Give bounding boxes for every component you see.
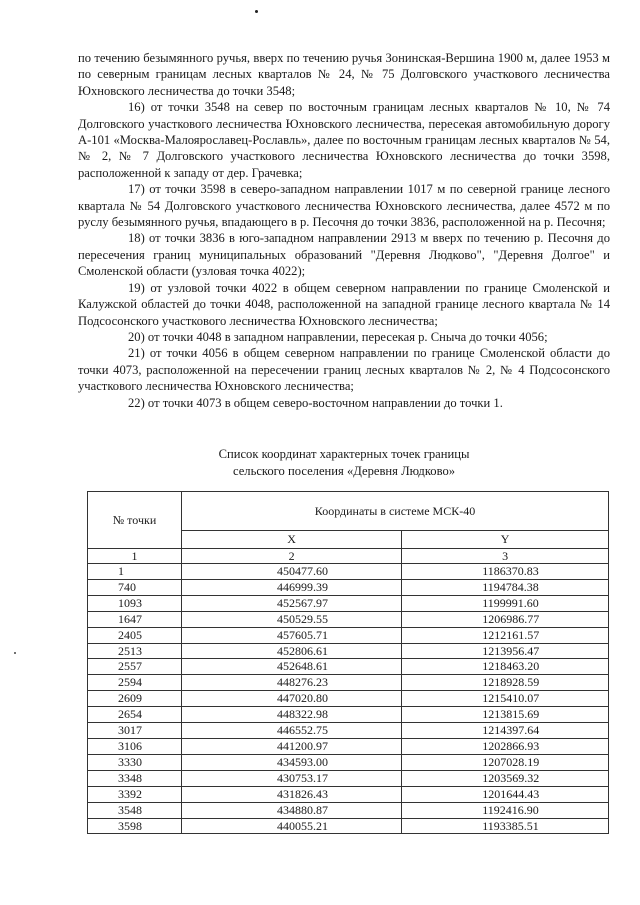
y-coordinate-cell: 1218463.20 — [402, 659, 609, 675]
paragraph: 20) от точки 4048 в западном направлении, пересекая р. Сныча до точки 4056; — [128, 329, 548, 344]
x-coordinate-cell: 448276.23 — [182, 675, 402, 691]
paragraph: по течению безымянного ручья, вверх по течению ручья Зонинская-Вершина 1900 м, далее 1953 м по северным границам лесных кварталов № 24, № 75 Долговского участкового лесничества Юхновского лесничества до точки 3548; — [78, 51, 610, 98]
point-number-cell: 1093 — [88, 595, 182, 611]
table-row — [88, 691, 609, 707]
x-coordinate-cell: 430753.17 — [182, 770, 402, 786]
x-coordinate-cell: 450529.55 — [182, 611, 402, 627]
table-row — [88, 738, 609, 754]
x-coordinate-cell: 452648.61 — [182, 659, 402, 675]
y-coordinate-cell: 1186370.83 — [402, 564, 609, 580]
point-number-cell: 2654 — [88, 707, 182, 723]
y-coordinate-cell: 1207028.19 — [402, 754, 609, 770]
table-row — [88, 818, 609, 834]
paragraph: 22) от точки 4073 в общем северо-восточном направлении до точки 1. — [128, 395, 503, 410]
point-number-cell: 2609 — [88, 691, 182, 707]
y-coordinate-cell: 1199991.60 — [402, 595, 609, 611]
table-row — [88, 659, 609, 675]
table-row — [88, 770, 609, 786]
y-coordinate-cell: 1201644.43 — [402, 786, 609, 802]
point-number-cell: 2405 — [88, 627, 182, 643]
y-coordinate-cell: 1214397.64 — [402, 723, 609, 739]
point-number-cell: 2594 — [88, 675, 182, 691]
x-coordinate-cell: 447020.80 — [182, 691, 402, 707]
point-number-cell: 2513 — [88, 643, 182, 659]
table-row — [88, 643, 609, 659]
x-coordinate-cell: 440055.21 — [182, 818, 402, 834]
table-row — [88, 707, 609, 723]
scan-speck — [14, 652, 16, 654]
point-number-cell: 1647 — [88, 611, 182, 627]
table-row — [88, 579, 609, 595]
y-coordinate-cell: 1213956.47 — [402, 643, 609, 659]
column-index: 1 — [88, 549, 182, 564]
table-row — [88, 627, 609, 643]
point-number-cell: 3106 — [88, 738, 182, 754]
point-number-cell: 3548 — [88, 802, 182, 818]
x-coordinate-cell: 431826.43 — [182, 786, 402, 802]
point-number-cell: 3392 — [88, 786, 182, 802]
title-line: сельского поселения «Деревня Людково» — [232, 464, 456, 478]
paragraph: 19) от узловой точки 4022 в общем северном направлении по границе Смоленской и Калужской областей до точки 4048, расположенной на западной границе лесного квартала № 14 Подсосонского участкового лесничества Юхновского лесничества; — [78, 280, 610, 328]
header-y: Y — [402, 531, 609, 549]
y-coordinate-cell: 1192416.90 — [402, 802, 609, 818]
coordinates-list-title — [78, 446, 610, 480]
x-coordinate-cell: 457605.71 — [182, 627, 402, 643]
x-coordinate-cell: 446999.39 — [182, 579, 402, 595]
point-number-cell: 3348 — [88, 770, 182, 786]
point-number-cell: 2557 — [88, 659, 182, 675]
column-index: 2 — [182, 549, 402, 564]
title-line: Список координат характерных точек границы — [218, 447, 470, 461]
table-row — [88, 675, 609, 691]
y-coordinate-cell: 1202866.93 — [402, 738, 609, 754]
x-coordinate-cell: 452567.97 — [182, 595, 402, 611]
x-coordinate-cell: 450477.60 — [182, 564, 402, 580]
x-coordinate-cell: 452806.61 — [182, 643, 402, 659]
table-row — [88, 754, 609, 770]
y-coordinate-cell: 1203569.32 — [402, 770, 609, 786]
point-number-cell: 3330 — [88, 754, 182, 770]
y-coordinate-cell: 1212161.57 — [402, 627, 609, 643]
coordinates-table — [87, 491, 609, 834]
boundary-description — [78, 50, 610, 411]
table-row — [88, 786, 609, 802]
point-number-cell: 1 — [88, 564, 182, 580]
table-row — [88, 564, 609, 580]
header-x: X — [182, 531, 402, 549]
x-coordinate-cell: 446552.75 — [182, 723, 402, 739]
header-point-number: № точки — [88, 492, 182, 549]
column-index: 3 — [402, 549, 609, 564]
paragraph: 18) от точки 3836 в юго-западном направлении 2913 м вверх по течению р. Песочня до пересечения границ муниципальных образований "Деревня Людково", "Деревня Долгое" и Смоленской области (узловая точка 4022); — [78, 231, 610, 279]
x-coordinate-cell: 434593.00 — [182, 754, 402, 770]
table-row — [88, 802, 609, 818]
paragraph: 17) от точки 3598 в северо-западном направлении 1017 м по северной границе лесного квартала № 54 Долговского участкового лесничества Юхновского лесничества, далее 4572 м по руслу безымянного ручья, впадающего в р. Песочня до точки 3836, расположенной на р. Песочня; — [78, 182, 610, 230]
y-coordinate-cell: 1193385.51 — [402, 818, 609, 834]
x-coordinate-cell: 441200.97 — [182, 738, 402, 754]
coordinates-table-body — [88, 564, 609, 834]
paragraph: 21) от точки 4056 в общем северном направлении по границе Смоленской области до точки 4073, расположенной на пересечении границ лесных кварталов № 2, № 4 Подсосонского участкового лесничества Юхновского лесничества; — [78, 346, 610, 394]
y-coordinate-cell: 1218928.59 — [402, 675, 609, 691]
table-row — [88, 595, 609, 611]
y-coordinate-cell: 1206986.77 — [402, 611, 609, 627]
header-coordinates: Координаты в системе МСК-40 — [182, 492, 609, 531]
table-row — [88, 723, 609, 739]
x-coordinate-cell: 448322.98 — [182, 707, 402, 723]
point-number-cell: 740 — [88, 579, 182, 595]
point-number-cell: 3598 — [88, 818, 182, 834]
point-number-cell: 3017 — [88, 723, 182, 739]
x-coordinate-cell: 434880.87 — [182, 802, 402, 818]
y-coordinate-cell: 1194784.38 — [402, 579, 609, 595]
paragraph: 16) от точки 3548 на север по восточным границам лесных кварталов № 10, № 74 Долговского участкового лесничества Юхновского лесничества, пересекая автомобильную дорогу А-101 «Москва-Малоярославец-Рославль», далее по восточным границам лесных кварталов № 54, № 2, № 7 Долговского участкового лесничества Юхновского лесничества до точки 3598, расположенной к западу от дер. Грачевка; — [78, 100, 610, 180]
y-coordinate-cell: 1213815.69 — [402, 707, 609, 723]
table-row — [88, 611, 609, 627]
scan-speck — [255, 10, 258, 13]
y-coordinate-cell: 1215410.07 — [402, 691, 609, 707]
